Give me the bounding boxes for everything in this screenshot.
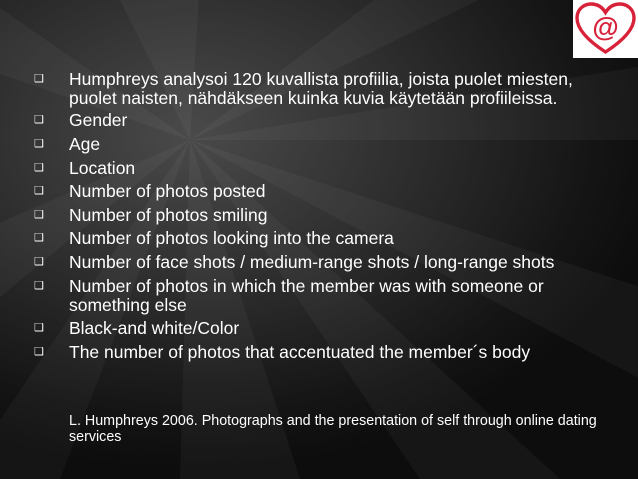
bullet-text: Black-and white/Color <box>69 318 240 339</box>
bullet-item-intro <box>34 70 624 108</box>
bullet-item-photos-posted <box>34 182 624 201</box>
checkbox-bullet-icon: ❑ <box>34 322 44 335</box>
checkbox-bullet-icon: ❑ <box>34 208 44 221</box>
checkbox-bullet-icon: ❑ <box>34 185 44 198</box>
bullet-item-shot-types <box>34 253 624 272</box>
checkbox-bullet-icon: ❑ <box>34 138 44 150</box>
bullet-item-body <box>34 343 624 362</box>
bullet-item-gender <box>34 111 624 130</box>
heart-at-icon <box>573 0 638 58</box>
bullet-text: Location <box>69 157 136 178</box>
bullet-item-age <box>34 135 624 154</box>
bullet-item-photos-camera <box>34 229 624 248</box>
bullet-item-color <box>34 319 624 338</box>
logo <box>573 0 638 58</box>
citation: L. Humphreys 2006. Photographs and the presentation of self through online dating services <box>69 413 597 445</box>
bullet-text: Age <box>69 134 101 154</box>
checkbox-bullet-icon: ❑ <box>34 232 44 245</box>
checkbox-bullet-icon: ❑ <box>34 345 44 358</box>
bullet-text: Number of face shots / medium-range shots / long-range shots <box>69 251 555 272</box>
bullet-text: Gender <box>69 110 128 131</box>
bullet-item-photos-smiling <box>34 206 624 225</box>
checkbox-bullet-icon: ❑ <box>34 114 44 127</box>
bullet-item-location <box>34 159 624 178</box>
bullet-text: Number of photos in which the member was with someone or something else <box>69 275 544 315</box>
checkbox-bullet-icon: ❑ <box>34 255 44 268</box>
checkbox-bullet-icon: ❑ <box>34 73 44 85</box>
svg-text:@: @ <box>592 12 619 42</box>
checkbox-bullet-icon: ❑ <box>34 279 44 292</box>
checkbox-bullet-icon: ❑ <box>34 161 44 174</box>
bullet-item-photos-with-others <box>34 277 624 315</box>
bullet-text: Number of photos posted <box>69 181 266 202</box>
bullet-text: Humphreys analysoi 120 kuvallista profiilia, joista puolet miesten, puolet naisten, nähdäkseen kuinka kuvia käytetään profiileissa. <box>69 69 573 109</box>
bullet-text: Number of photos looking into the camera <box>69 228 394 249</box>
bullet-text: The number of photos that accentuated the member´s body <box>69 341 531 362</box>
bullet-text: Number of photos smiling <box>69 204 268 225</box>
bullet-list <box>34 70 624 367</box>
